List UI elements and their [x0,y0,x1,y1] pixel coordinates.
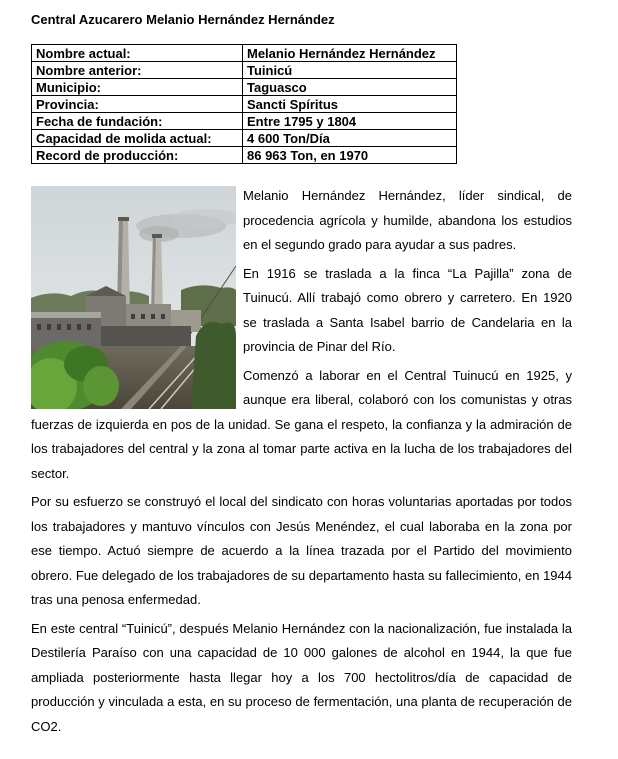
row-label: Nombre anterior: [32,62,243,79]
row-label: Nombre actual: [32,45,243,62]
table-row [32,45,457,62]
row-value: Entre 1795 y 1804 [243,113,457,130]
row-label: Record de producción: [32,147,243,164]
info-table [31,44,457,164]
table-row [32,79,457,96]
row-value: Tuinicú [243,62,457,79]
table-row [32,130,457,147]
page-title: Central Azucarero Melanio Hernández Hernández [31,12,335,27]
paragraph: En 1916 se traslada a la finca “La Pajilla” zona de Tuinucú. Allí trabajó como obrero y carretero. En 1920 se traslada a Santa Isabel barrio de Candelaria en la provincia de Pinar del Río. [243,265,572,354]
row-value: Taguasco [243,79,457,96]
row-label: Fecha de fundación: [32,113,243,130]
row-label: Municipio: [32,79,243,96]
paragraph: En este central “Tuinicú”, después Melanio Hernández con la nacionalización, fue instalada la Destilería Paraíso con una capacidad de 10 000 galones de alcohol en 1944, la que fue ampliada posteriormente hasta llegar hoy a los 700 hectolitros/día de capacidad de producción y vinculada a esta, en su proceso de fermentación, una planta de recuperación de CO2. [31,620,572,734]
row-value: Melanio Hernández Hernández [243,45,457,62]
row-label: Provincia: [32,96,243,113]
table-row [32,147,457,164]
row-value: Sancti Spíritus [243,96,457,113]
row-value: 86 963 Ton, en 1970 [243,147,457,164]
table-row [32,96,457,113]
row-value: 4 600 Ton/Día [243,130,457,147]
paragraph: Melanio Hernández Hernández, líder sindical, de procedencia agrícola y humilde, abandona los estudios en el segundo grado para ayudar a sus padres. [243,188,572,252]
paragraph: Comenzó a laborar en el Central Tuinucú en 1925, y aunque era liberal, colaboró con los comunistas y otras fuerzas de izquierda en pos de la unidad. Se gana el respeto, la confianza y la admiración de los trabajadores del central y la zona al tomar parte activa en la lucha de los trabajadores del sector. [31,367,572,481]
paragraph: Por su esfuerzo se construyó el local del sindicato con horas voluntarias aportadas por todos los trabajadores y mantuvo vínculos con Jesús Menéndez, el cual laboraba en la zona por ese tiempo. Actuó siempre de acuerdo a la línea trazada por el Partido del movimiento obrero. Fue delegado de los trabajadores de su departamento hasta su fallecimiento, en 1944 tras una penosa enfermedad. [31,494,572,607]
table-row [32,113,457,130]
body-text [31,184,572,739]
row-label: Capacidad de molida actual: [32,130,243,147]
table-row [32,62,457,79]
